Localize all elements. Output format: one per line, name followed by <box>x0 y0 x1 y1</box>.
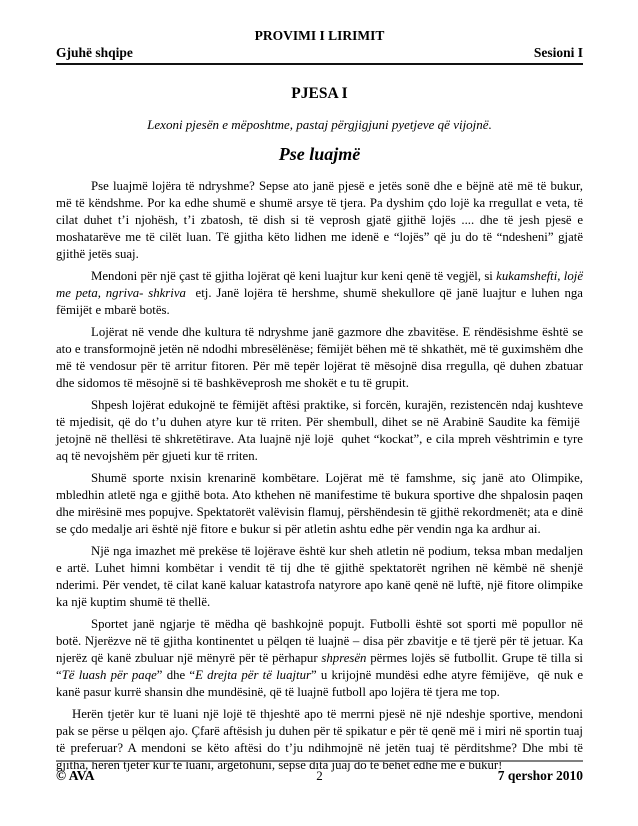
paragraph: Herën tjetër kur të luani një lojë të thjeshtë apo të merrni pjesë në një ndeshje sportive, mendoni pak se përse u pëlqen ajo. Çfarë aftësish ju duhen për të spikatur e për të qenë më i miri në sportin tuaj të preferuar? A mendoni se këto aftësi do t’ju ndihmojnë në jetën tuaj të përditshme? Dhe mbi të gjitha, herën tjetër kur të luani, argëtohuni, sepse dita juaj do të bëhet edhe më e bukur! <box>56 707 583 772</box>
page-number: 2 <box>316 768 323 783</box>
paragraph: Shpesh lojërat edukojnë te fëmijët aftësi praktike, si forcën, kurajën, rezistencën ndaj kushteve të mjedisit, që do t’u duhen atyre kur të rriten. Për shembull, dihet se në Arabinë Saudite ka fëmijë jetojnë në thellësi të shkretëtirave. Ata luajnë një lojë quhet “kockat”, e cila mpreh vështrimin e tyre aq të nevojshëm për gjueti kur të rriten. <box>56 398 583 463</box>
copyright-label: © AVA <box>56 768 95 783</box>
session-label: Sesioni I <box>533 45 583 60</box>
passage-title: Pse luajmë <box>278 144 361 164</box>
exam-title: PROVIMI I LIRIMIT <box>254 28 385 43</box>
page-footer <box>56 760 583 784</box>
passage-paragraphs <box>56 178 583 774</box>
instruction-text: Lexoni pjesën e mëposhtme, pastaj përgjigjuni pyetjeve që vijojnë. <box>147 117 492 132</box>
paragraph: Shumë sporte nxisin krenarinë kombëtare. Lojërat më të famshme, siç janë ato Olimpike, mbledhin atletë nga e gjithë bota. Ato kthehen në manifestime të bukura sportive dhe shpalosin paqen dhe mirësinë mes popujve. Spektatorët valëvisin flamuj, përshëndesin të gjithë rekordmenët; ata e dinë se çdo medalje ari është një fitore e bukur si për atletin ashtu edhe për vendin nga ka ardhur ai. <box>56 471 583 536</box>
header-row <box>56 45 583 65</box>
paragraph: Një nga imazhet më prekëse të lojërave është kur sheh atletin në podium, teksa mban medaljen e artë. Luhet himni kombëtar i vendit të tij dhe të gjithë spektatorët ngrihen në këmbë në shenjë nderimi. Për vendet, të cilat kanë kaluar katastrofa natyrore apo kanë qenë në luftë, një fitore olimpike ka një kuptim shumë të thellë. <box>56 544 583 609</box>
page-header <box>56 28 583 65</box>
paragraph: Sportet janë ngjarje të mëdha që bashkojnë popujt. Futbolli është sot sporti më popullor në botë. Njerëzve në të gjitha kontinentet u pëlqen të luajnë – disa për zbavitje e të tjerë për të jetuar. Ka njerëz që kanë zbuluar një mënyrë për të përhapur shpresën përmes lojës së futbollit. Grupe të tilla si “Të luash për paqe” dhe “E drejta për të luajtur” u krijojnë mundësi edhe atyre fëmijëve, që nuk e kanë pasur kurrë shansin dhe mundësinë, që të luajnë futboll apo lojëra të tjera me top. <box>56 617 583 699</box>
paragraph: Lojërat në vende dhe kultura të ndryshme janë gazmore dhe zbavitëse. E rëndësishme është se ato e transformojnë jetën në ndodhi mbresëlënëse; fëmijët bëhen më të shkathët, më të guximshëm dhe më të vendosur për të arritur fitoren. Për më tepër lojërat të mësojnë disa rregulla, që duhen zbatuar dhe sidomos të mësojnë si të bashkëveprosh me shokët e tu të grupit. <box>56 325 583 390</box>
paragraph: Mendoni për një çast të gjitha lojërat që keni luajtur kur keni qenë të vegjël, si kukamshefti, lojë me peta, ngriva- shkriva etj. Janë lojëra të hershme, shumë shekullore që janë luajtur e luhen nga fëmijët e mbarë botës. <box>56 269 583 317</box>
subject-label: Gjuhë shqipe <box>56 45 133 60</box>
section-title: PJESA I <box>291 85 348 102</box>
paragraph: Pse luajmë lojëra të ndryshme? Sepse ato janë pjesë e jetës sonë dhe e bëjnë atë më të bukur, më të këndshme. Por ka edhe shumë e shumë arsye të tjera. Pa dyshim çdo lojë ka rregullat e veta, të cilat duhet t’i njohësh, t’i zbatosh, të dish si të veprosh gjatë gjithë lojës .... dhe të jesh pjesë e moshatarëve me të cilët luan. Të gjitha këto lidhen me idenë e “lojës” që ju do të “ndesheni” gjatë gjithë jetës suaj. <box>56 179 583 261</box>
footer-date: 7 qershor 2010 <box>497 768 583 783</box>
